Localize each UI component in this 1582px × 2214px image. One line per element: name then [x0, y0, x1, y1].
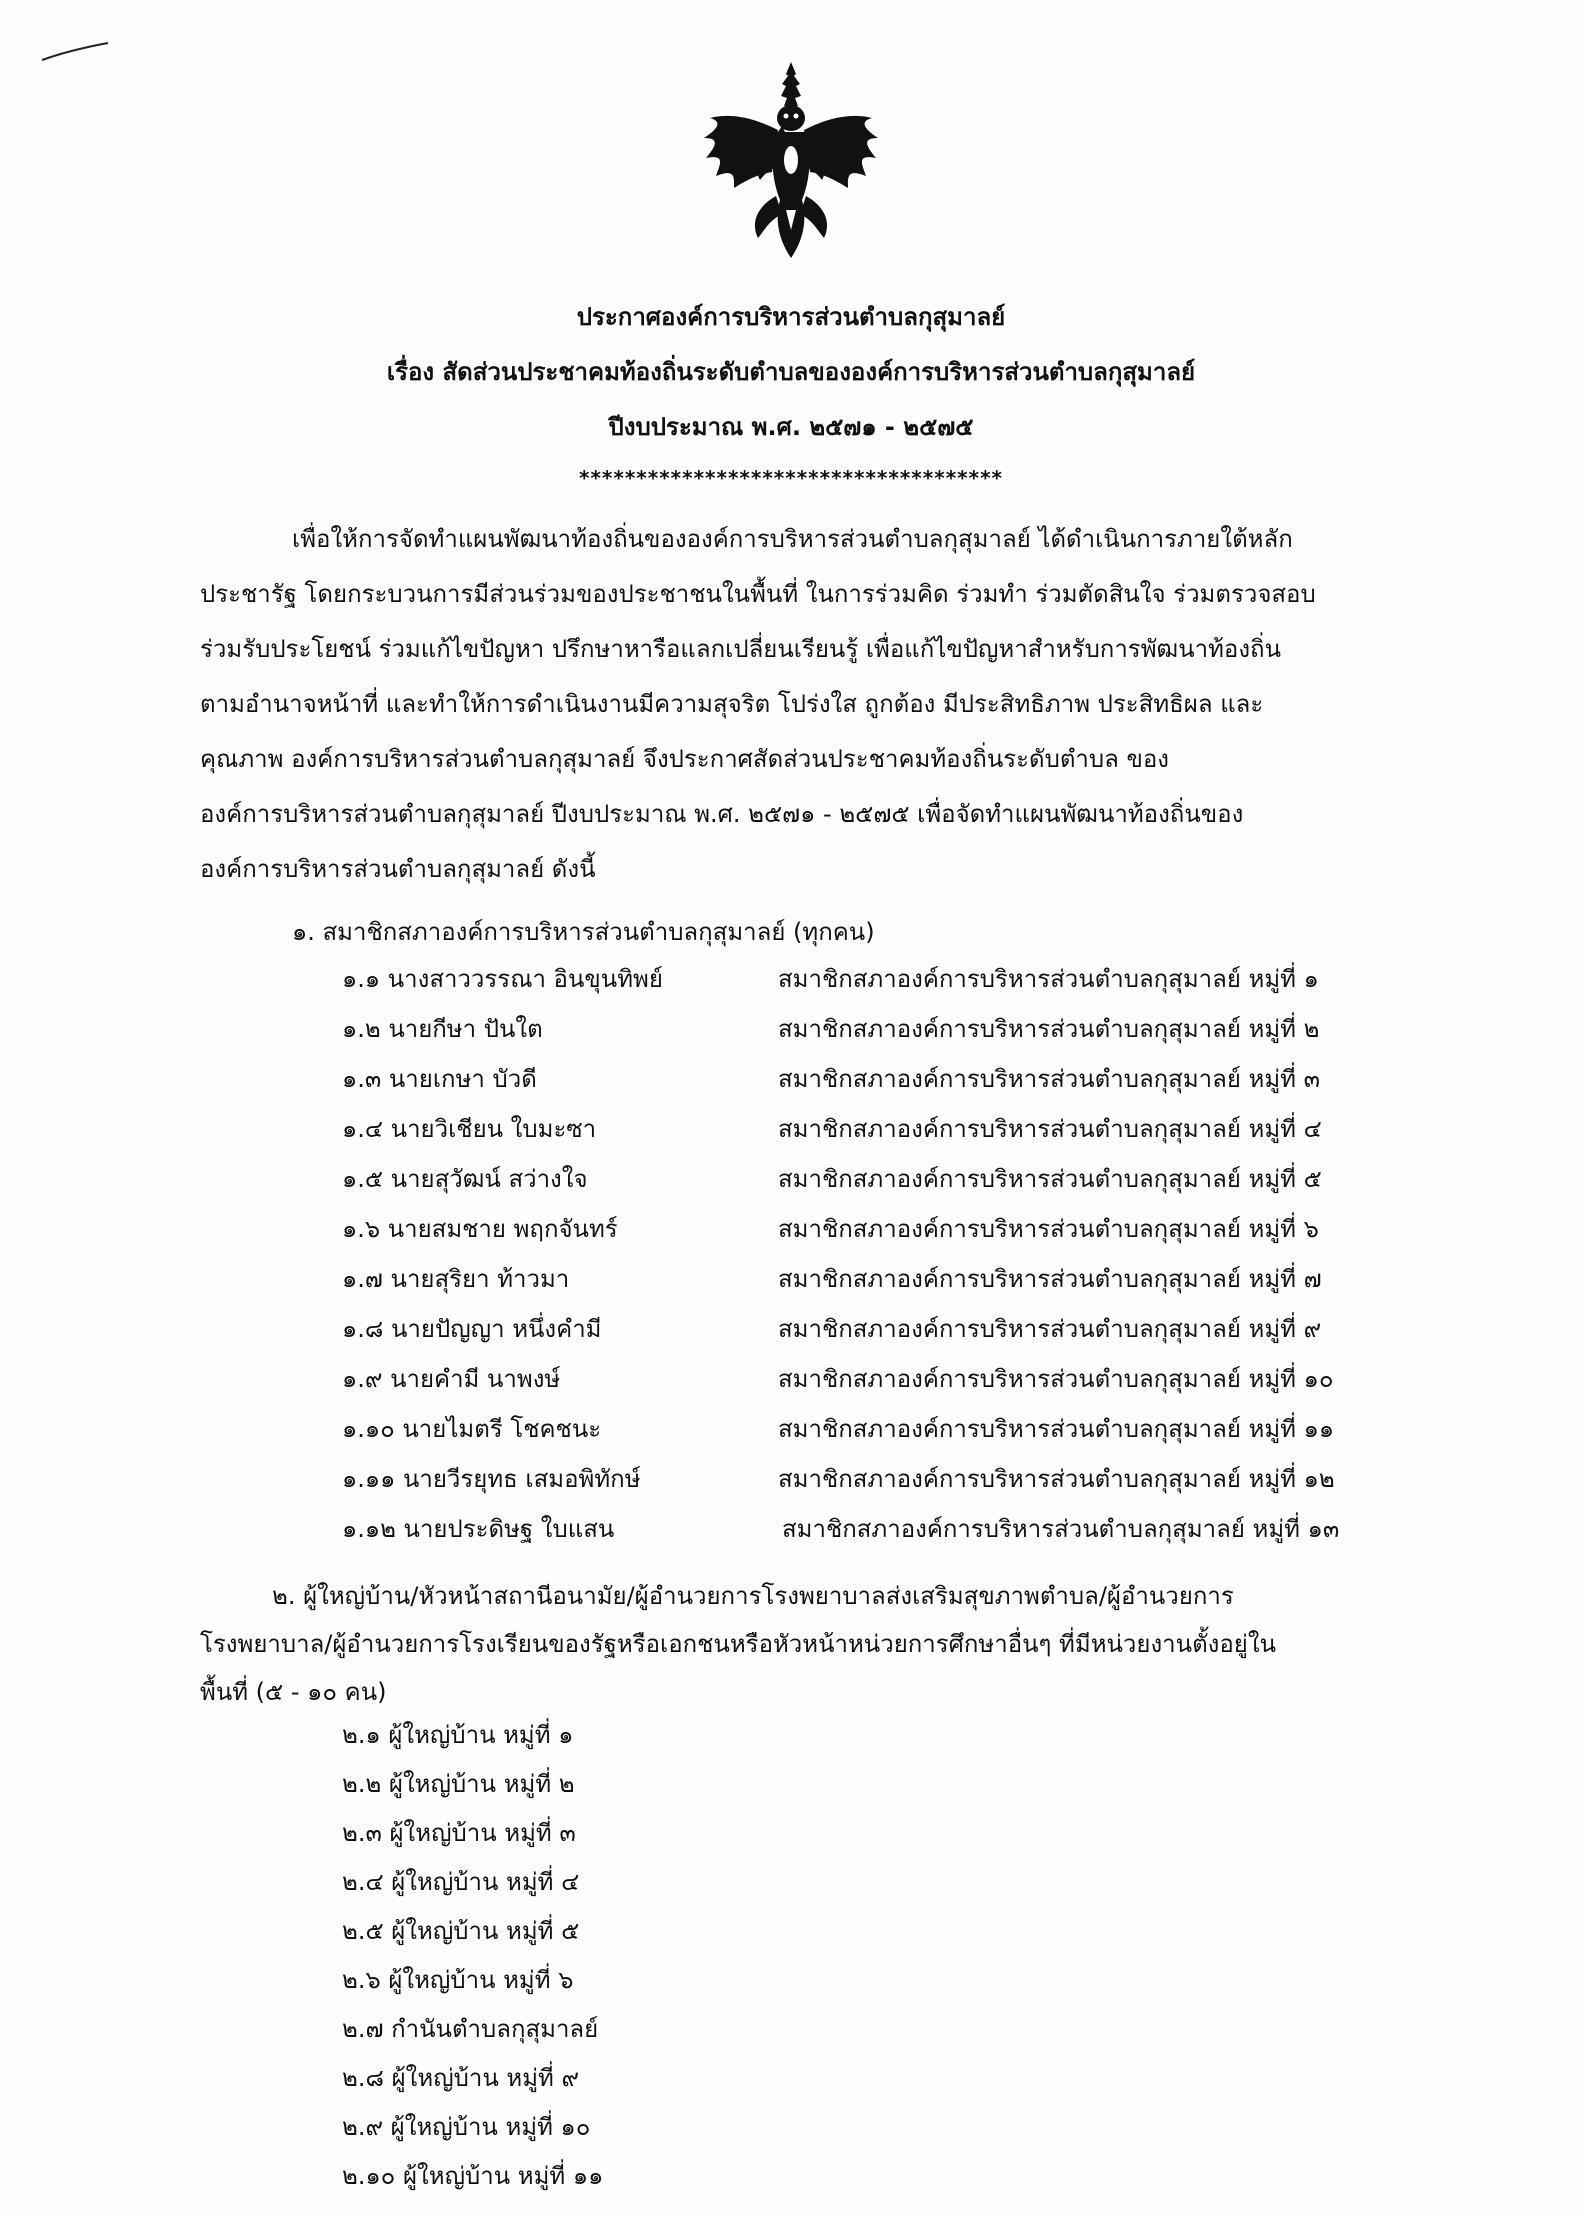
pen-mark-icon [40, 40, 110, 62]
member-name: ๑.๑๒ นายประดิษฐ ใบแสน [342, 1515, 615, 1543]
member-name: ๑.๑๐ นายไมตรี โชคชนะ [342, 1415, 602, 1443]
section1-heading: ๑. สมาชิกสภาองค์การบริหารส่วนตำบลกุสุมาลย์ (ทุกคน) [292, 918, 875, 946]
intro-line: องค์การบริหารส่วนตำบลกุสุมาลย์ ดังนี้ [200, 855, 596, 883]
fiscal-year: ปีงบประมาณ พ.ศ. ๒๕๗๑ - ๒๕๗๕ [608, 413, 974, 441]
list-item: ๒.๕ ผู้ใหญ่บ้าน หมู่ที่ ๕ [342, 1917, 580, 1945]
intro-paragraph [200, 512, 1410, 897]
member-row [342, 1362, 1422, 1396]
intro-line: เพื่อให้การจัดทำแผนพัฒนาท้องถิ่นขององค์การบริหารส่วนตำบลกุสุมาลย์ ได้ดำเนินการภายใต้หลัก [292, 525, 1293, 553]
member-role: สมาชิกสภาองค์การบริหารส่วนตำบลกุสุมาลย์ หมู่ที่ ๔ [778, 1115, 1322, 1143]
section2-heading-line: พื้นที่ (๕ - ๑๐ คน) [200, 1678, 387, 1706]
intro-line: คุณภาพ องค์การบริหารส่วนตำบลกุสุมาลย์ จึงประกาศสัดส่วนประชาคมท้องถิ่นระดับตำบล ของ [200, 745, 1169, 773]
member-role: สมาชิกสภาองค์การบริหารส่วนตำบลกุสุมาลย์ หมู่ที่ ๑๐ [778, 1365, 1334, 1393]
member-role: สมาชิกสภาองค์การบริหารส่วนตำบลกุสุมาลย์ หมู่ที่ ๑๒ [778, 1465, 1335, 1493]
member-name: ๑.๑๑ นายวีรยุทธ เสมอพิทักษ์ [342, 1465, 641, 1493]
member-name: ๑.๘ นายปัญญา หนึ่งคำมี [342, 1315, 602, 1343]
member-name: ๑.๖ นายสมชาย พฤกจันทร์ [342, 1215, 618, 1243]
member-row [342, 1412, 1422, 1446]
member-name: ๑.๑ นางสาววรรณา อินขุนทิพย์ [342, 965, 663, 993]
member-row [342, 1062, 1422, 1096]
member-row [342, 1112, 1422, 1146]
member-name: ๑.๙ นายคำมี นาพงษ์ [342, 1365, 561, 1393]
list-item: ๒.๙ ผู้ใหญ่บ้าน หมู่ที่ ๑๐ [342, 2113, 591, 2141]
section2-heading-line: ๒. ผู้ใหญ่บ้าน/หัวหน้าสถานีอนามัย/ผู้อำนวยการโรงพยาบาลส่งเสริมสุขภาพตำบล/ผู้อำนวยการ [272, 1582, 1234, 1610]
member-row [342, 1462, 1422, 1496]
list-item: ๒.๗ กำนันตำบลกุสุมาลย์ [342, 2015, 599, 2043]
member-row [342, 1012, 1422, 1046]
list-item: ๒.๓ ผู้ใหญ่บ้าน หมู่ที่ ๓ [342, 1819, 576, 1847]
member-role: สมาชิกสภาองค์การบริหารส่วนตำบลกุสุมาลย์ หมู่ที่ ๒ [778, 1015, 1320, 1043]
intro-line: องค์การบริหารส่วนตำบลกุสุมาลย์ ปีงบประมาณ พ.ศ. ๒๕๗๑ - ๒๕๗๕ เพื่อจัดทำแผนพัฒนาท้องถิ่นของ [200, 800, 1244, 828]
member-row [342, 962, 1422, 996]
member-name: ๑.๔ นายวิเชียน ใบมะซา [342, 1115, 597, 1143]
intro-line: ประชารัฐ โดยกระบวนการมีส่วนร่วมของประชาชนในพื้นที่ ในการร่วมคิด ร่วมทำ ร่วมตัดสินใจ ร่วมตรวจสอบ [200, 580, 1316, 608]
list-item: ๒.๑ ผู้ใหญ่บ้าน หมู่ที่ ๑ [342, 1721, 574, 1749]
list-item: ๒.๑๐ ผู้ใหญ่บ้าน หมู่ที่ ๑๑ [342, 2162, 604, 2190]
member-role: สมาชิกสภาองค์การบริหารส่วนตำบลกุสุมาลย์ หมู่ที่ ๑๓ [782, 1515, 1340, 1543]
announcement-title: ประกาศองค์การบริหารส่วนตำบลกุสุมาลย์ [576, 303, 1006, 331]
member-row [342, 1512, 1422, 1546]
member-role: สมาชิกสภาองค์การบริหารส่วนตำบลกุสุมาลย์ หมู่ที่ ๓ [778, 1065, 1321, 1093]
member-name: ๑.๓ นายเกษา บัวดี [342, 1065, 537, 1093]
section2-heading [200, 1572, 1410, 1716]
list-item: ๒.๒ ผู้ใหญ่บ้าน หมู่ที่ ๒ [342, 1770, 575, 1798]
member-role: สมาชิกสภาองค์การบริหารส่วนตำบลกุสุมาลย์ หมู่ที่ ๑๑ [778, 1415, 1335, 1443]
member-row [342, 1162, 1422, 1196]
member-row [342, 1312, 1422, 1346]
member-role: สมาชิกสภาองค์การบริหารส่วนตำบลกุสุมาลย์ หมู่ที่ ๖ [778, 1215, 1319, 1243]
list-item: ๒.๘ ผู้ใหญ่บ้าน หมู่ที่ ๙ [342, 2064, 580, 2092]
divider: ************************************* [579, 466, 1003, 490]
member-row [342, 1212, 1422, 1246]
member-role: สมาชิกสภาองค์การบริหารส่วนตำบลกุสุมาลย์ หมู่ที่ ๕ [778, 1165, 1322, 1193]
member-role: สมาชิกสภาองค์การบริหารส่วนตำบลกุสุมาลย์ หมู่ที่ ๑ [778, 965, 1319, 993]
garuda-emblem-icon [700, 60, 882, 260]
member-row [342, 1262, 1422, 1296]
member-name: ๑.๕ นายสุวัฒน์ สว่างใจ [342, 1165, 588, 1193]
member-role: สมาชิกสภาองค์การบริหารส่วนตำบลกุสุมาลย์ หมู่ที่ ๙ [778, 1315, 1322, 1343]
member-role: สมาชิกสภาองค์การบริหารส่วนตำบลกุสุมาลย์ หมู่ที่ ๗ [778, 1265, 1322, 1293]
section2-heading-line: โรงพยาบาล/ผู้อำนวยการโรงเรียนของรัฐหรือเอกชนหรือหัวหน้าหน่วยการศึกษาอื่นๆ ที่มีหน่วยงานตั้งอยู่ใน [200, 1630, 1276, 1658]
member-name: ๑.๗ นายสุริยา ท้าวมา [342, 1265, 570, 1293]
announcement-subject: เรื่อง สัดส่วนประชาคมท้องถิ่นระดับตำบลขององค์การบริหารส่วนตำบลกุสุมาลย์ [386, 358, 1196, 386]
list-item: ๒.๔ ผู้ใหญ่บ้าน หมู่ที่ ๔ [342, 1868, 580, 1896]
list-item: ๒.๖ ผู้ใหญ่บ้าน หมู่ที่ ๖ [342, 1966, 574, 1994]
member-name: ๑.๒ นายกีษา ปันใต [342, 1015, 543, 1043]
intro-line: ร่วมรับประโยชน์ ร่วมแก้ไขปัญหา ปรึกษาหารือแลกเปลี่ยนเรียนรู้ เพื่อแก้ไขปัญหาสำหรับการพัฒนาท้องถิ่น [200, 635, 1281, 663]
intro-line: ตามอำนาจหน้าที่ และทำให้การดำเนินงานมีความสุจริต โปร่งใส ถูกต้อง มีประสิทธิภาพ ประสิทธิผล และ [200, 690, 1264, 718]
